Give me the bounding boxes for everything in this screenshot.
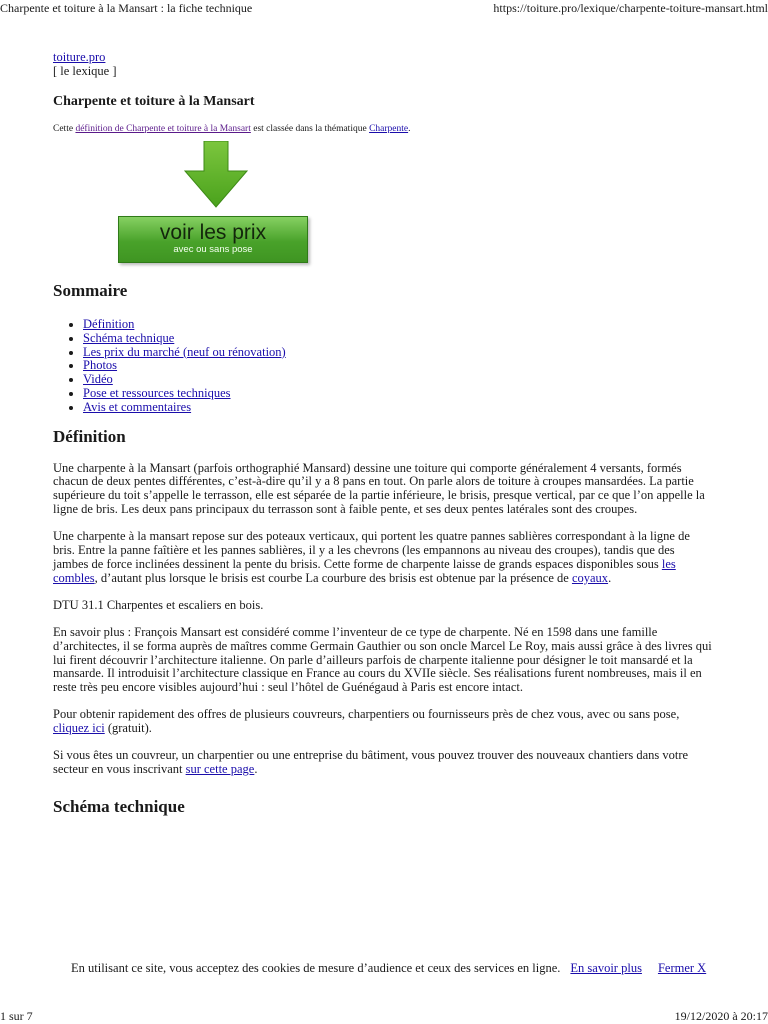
toc-item xyxy=(83,401,713,415)
see-prices-label: voir les prix xyxy=(159,221,267,244)
print-header-url: https://toiture.pro/lexique/charpente-toiture-mansart.html xyxy=(493,1,768,15)
print-footer-page: 1 sur 7 xyxy=(0,1009,33,1023)
toc-item xyxy=(83,373,713,387)
page-title: Charpente et toiture à la Mansart xyxy=(53,94,255,109)
coyaux-link[interactable]: coyaux xyxy=(571,570,609,585)
cookie-close-link[interactable]: Fermer X xyxy=(657,961,707,975)
intro-text: est classée dans la thématique xyxy=(250,124,370,134)
combles-link[interactable]: les combles xyxy=(53,557,676,585)
toc-item xyxy=(83,318,713,332)
toc-link-pose[interactable]: Pose et ressources techniques xyxy=(83,385,231,400)
paragraph-text: . xyxy=(608,570,612,585)
cookie-more-link[interactable]: En savoir plus xyxy=(570,961,642,975)
down-arrow-icon xyxy=(183,141,249,209)
print-header-title: Charpente et toiture à la Mansart : la fiche technique xyxy=(0,1,253,15)
definition-heading: Définition xyxy=(53,426,126,446)
intro-line xyxy=(53,123,713,135)
click-here-link[interactable]: cliquez ici xyxy=(53,721,105,736)
pro-paragraph xyxy=(53,749,713,777)
sommaire-heading: Sommaire xyxy=(53,281,128,300)
paragraph-text: . xyxy=(254,761,258,776)
toc-item xyxy=(83,332,713,346)
schema-heading: Schéma technique xyxy=(53,796,185,816)
paragraph-text: Une charpente à la mansart repose sur des poteaux verticaux, qui portent les quatre pannes sablières correspondant à la ligne de bris. Entre la panne faîtière et les pannes sablières, il y a les chevrons (les empannons au niveau des croupes), tandis que des jambes de force inclinées dessinent la pente du brisis. Cette forme de charpente laisse de grands espaces disponibles sous xyxy=(53,529,690,572)
toc-link-photos[interactable]: Photos xyxy=(83,358,118,373)
toc-link-prix[interactable]: Les prix du marché (neuf ou rénovation) xyxy=(83,344,286,359)
see-prices-sublabel: avec ou sans pose xyxy=(173,244,253,255)
print-footer-datetime: 19/12/2020 à 20:17 xyxy=(674,1009,768,1023)
paragraph-text: Pour obtenir rapidement des offres de plusieurs couvreurs, charpentiers ou fournisseurs près de chez vous, avec ou sans pose, xyxy=(53,707,680,722)
paragraph-text: (gratuit). xyxy=(104,721,152,736)
toc-item xyxy=(83,346,713,360)
toc-link-avis[interactable]: Avis et commentaires xyxy=(83,399,192,414)
definition-paragraph-1: Une charpente à la Mansart (parfois orthographié Mansard) dessine une toiture qui comporte généralement 4 versants, formés chacun de deux pentes différentes, c’est-à-dire qu’il y a 8 pans en tout. On parle alors de toiture à croupes mansardées. La partie supérieure du toit s’appelle le terrasson, elle est séparée de la partie inférieure, le brisis, presque vertical, par ce que l’on appelle la ligne de bris. Les deux pans principaux du terrasson sont à faible pente, et ses deux pentes latérales sont des croupes. xyxy=(53,460,705,517)
signup-page-link[interactable]: sur cette page xyxy=(185,761,255,776)
toc-link-schema[interactable]: Schéma technique xyxy=(83,330,175,345)
toc-link-video[interactable]: Vidéo xyxy=(83,372,113,387)
intro-text: Cette xyxy=(53,124,76,134)
theme-link[interactable]: Charpente xyxy=(369,124,409,134)
cookie-banner xyxy=(71,961,706,975)
definition-paragraph-2 xyxy=(53,530,713,586)
toc-link-definition[interactable]: Définition xyxy=(83,317,135,331)
toc-item xyxy=(83,359,713,373)
paragraph-text: Si vous êtes un couvreur, un charpentier ou une entreprise du bâtiment, vous pouvez trouver des nouveaux chantiers dans votre secteur en vous inscrivant xyxy=(53,748,689,776)
cookie-text: En utilisant ce site, vous acceptez des cookies de mesure d’audience et ceux des services en ligne. xyxy=(71,961,561,975)
definition-paragraph-4: En savoir plus : François Mansart est considéré comme l’inventeur de ce type de charpente. Né en 1598 dans une famille d’architectes, il se forma auprès de maîtres comme Germain Gauthier ou son oncle Marcel Le Roy, mais aussi grâce à des livres qui lui firent découvrir l’architecture italienne. On parle d’ailleurs parfois de charpente italienne pour désigner le toit mansardé et la mansarde. Il introduisit l’architecture classique en France au cours du XVIIe siècle. Ses réalisations furent nombreuses, mais il en reste très peu encore visibles aujourd’hui : seul l’hôtel de Guénégaud à Paris est encore intact. xyxy=(53,624,712,695)
definition-link[interactable]: définition de Charpente et toiture à la Mansart xyxy=(75,124,251,134)
cta-area xyxy=(53,141,713,281)
paragraph-text: , d’autant plus lorsque le brisis est courbe La courbure des brisis est obtenue par la présence de xyxy=(94,570,572,585)
section-label: [ le lexique ] xyxy=(53,64,117,78)
intro-text: . xyxy=(408,124,411,134)
main-content xyxy=(53,50,713,817)
site-home-link[interactable]: toiture.pro xyxy=(53,50,106,64)
quote-paragraph xyxy=(53,708,713,736)
toc-item xyxy=(83,387,713,401)
dtu-paragraph: DTU 31.1 Charpentes et escaliers en bois. xyxy=(53,597,264,612)
table-of-contents xyxy=(53,318,713,415)
see-prices-button[interactable] xyxy=(118,216,308,263)
